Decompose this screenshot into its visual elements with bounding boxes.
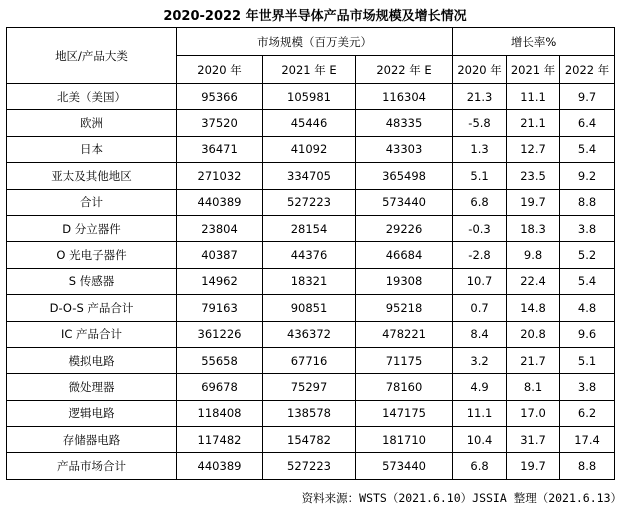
growth-2021-cell: 21.7 bbox=[507, 347, 560, 373]
header-row-1 bbox=[7, 28, 615, 56]
growth-2022-cell: 8.8 bbox=[560, 453, 615, 479]
market-2020-cell: 361226 bbox=[177, 321, 263, 347]
growth-2022-cell: 3.8 bbox=[560, 374, 615, 400]
growth-2020-cell: 0.7 bbox=[453, 295, 507, 321]
growth-2020-cell: 4.9 bbox=[453, 374, 507, 400]
growth-2022-cell: 6.2 bbox=[560, 400, 615, 426]
market-year-header: 2022 年 E bbox=[356, 56, 453, 84]
market-year-header: 2021 年 E bbox=[263, 56, 356, 84]
growth-2020-cell: 6.8 bbox=[453, 453, 507, 479]
market-2020-cell: 79163 bbox=[177, 295, 263, 321]
market-2022-cell: 78160 bbox=[356, 374, 453, 400]
growth-year-header: 2022 年 bbox=[560, 56, 615, 84]
market-2022-cell: 95218 bbox=[356, 295, 453, 321]
market-2021-cell: 28154 bbox=[263, 215, 356, 241]
market-2022-cell: 46684 bbox=[356, 242, 453, 268]
growth-2021-cell: 19.7 bbox=[507, 189, 560, 215]
growth-2020-cell: 5.1 bbox=[453, 163, 507, 189]
growth-2021-cell: 17.0 bbox=[507, 400, 560, 426]
growth-year-header: 2021 年 bbox=[507, 56, 560, 84]
growth-2020-cell: 6.8 bbox=[453, 189, 507, 215]
growth-2021-cell: 22.4 bbox=[507, 268, 560, 294]
market-2021-cell: 154782 bbox=[263, 427, 356, 453]
market-2021-cell: 527223 bbox=[263, 189, 356, 215]
row-label: O 光电子器件 bbox=[7, 242, 177, 268]
market-2022-cell: 181710 bbox=[356, 427, 453, 453]
market-2021-cell: 436372 bbox=[263, 321, 356, 347]
market-2021-cell: 105981 bbox=[263, 84, 356, 110]
growth-2022-cell: 5.4 bbox=[560, 268, 615, 294]
market-2021-cell: 18321 bbox=[263, 268, 356, 294]
growth-2022-cell: 9.7 bbox=[560, 84, 615, 110]
growth-2020-cell: 10.4 bbox=[453, 427, 507, 453]
growth-2020-cell: 1.3 bbox=[453, 136, 507, 162]
growth-2022-cell: 5.4 bbox=[560, 136, 615, 162]
row-label: 北美（美国） bbox=[7, 84, 177, 110]
growth-2020-cell: 11.1 bbox=[453, 400, 507, 426]
region-header: 地区/产品大类 bbox=[7, 28, 177, 84]
row-label: 存储器电路 bbox=[7, 427, 177, 453]
growth-2022-cell: 4.8 bbox=[560, 295, 615, 321]
table-row bbox=[7, 84, 615, 110]
growth-2021-cell: 8.1 bbox=[507, 374, 560, 400]
market-year-header: 2020 年 bbox=[177, 56, 263, 84]
market-2021-cell: 90851 bbox=[263, 295, 356, 321]
growth-2021-cell: 14.8 bbox=[507, 295, 560, 321]
market-2020-cell: 55658 bbox=[177, 347, 263, 373]
table-row bbox=[7, 242, 615, 268]
growth-2020-cell: 21.3 bbox=[453, 84, 507, 110]
row-label: 亚太及其他地区 bbox=[7, 163, 177, 189]
market-2022-cell: 48335 bbox=[356, 110, 453, 136]
market-2020-cell: 118408 bbox=[177, 400, 263, 426]
growth-2021-cell: 19.7 bbox=[507, 453, 560, 479]
table-row bbox=[7, 215, 615, 241]
semiconductor-market-table bbox=[6, 27, 615, 480]
growth-2022-cell: 8.8 bbox=[560, 189, 615, 215]
market-2020-cell: 37520 bbox=[177, 110, 263, 136]
market-2022-cell: 19308 bbox=[356, 268, 453, 294]
table-row bbox=[7, 427, 615, 453]
market-2020-cell: 69678 bbox=[177, 374, 263, 400]
row-label: 模拟电路 bbox=[7, 347, 177, 373]
market-2021-cell: 334705 bbox=[263, 163, 356, 189]
growth-2022-cell: 9.2 bbox=[560, 163, 615, 189]
market-2020-cell: 23804 bbox=[177, 215, 263, 241]
row-label: 微处理器 bbox=[7, 374, 177, 400]
growth-2020-cell: 3.2 bbox=[453, 347, 507, 373]
growth-2021-cell: 11.1 bbox=[507, 84, 560, 110]
market-size-header: 市场规模（百万美元） bbox=[177, 28, 453, 56]
market-2020-cell: 271032 bbox=[177, 163, 263, 189]
growth-2021-cell: 21.1 bbox=[507, 110, 560, 136]
table-row bbox=[7, 374, 615, 400]
table-title: 2020-2022 年世界半导体产品市场规模及增长情况 bbox=[163, 9, 467, 24]
growth-2021-cell: 12.7 bbox=[507, 136, 560, 162]
row-label: IC 产品合计 bbox=[7, 321, 177, 347]
row-label: D 分立器件 bbox=[7, 215, 177, 241]
market-2021-cell: 41092 bbox=[263, 136, 356, 162]
growth-2022-cell: 3.8 bbox=[560, 215, 615, 241]
table-row bbox=[7, 295, 615, 321]
market-2022-cell: 71175 bbox=[356, 347, 453, 373]
growth-2021-cell: 23.5 bbox=[507, 163, 560, 189]
growth-2022-cell: 5.1 bbox=[560, 347, 615, 373]
row-label: D-O-S 产品合计 bbox=[7, 295, 177, 321]
market-2020-cell: 40387 bbox=[177, 242, 263, 268]
table-row bbox=[7, 163, 615, 189]
market-2020-cell: 440389 bbox=[177, 189, 263, 215]
table-row bbox=[7, 268, 615, 294]
table-row bbox=[7, 110, 615, 136]
market-2022-cell: 573440 bbox=[356, 453, 453, 479]
row-label: 日本 bbox=[7, 136, 177, 162]
market-2021-cell: 138578 bbox=[263, 400, 356, 426]
market-2021-cell: 527223 bbox=[263, 453, 356, 479]
growth-2020-cell: -5.8 bbox=[453, 110, 507, 136]
market-2021-cell: 75297 bbox=[263, 374, 356, 400]
table-row bbox=[7, 400, 615, 426]
row-label: 产品市场合计 bbox=[7, 453, 177, 479]
growth-header: 增长率% bbox=[453, 28, 615, 56]
row-label: 逻辑电路 bbox=[7, 400, 177, 426]
growth-2022-cell: 5.2 bbox=[560, 242, 615, 268]
row-label: S 传感器 bbox=[7, 268, 177, 294]
growth-2022-cell: 17.4 bbox=[560, 427, 615, 453]
market-2020-cell: 95366 bbox=[177, 84, 263, 110]
growth-2021-cell: 18.3 bbox=[507, 215, 560, 241]
growth-2022-cell: 6.4 bbox=[560, 110, 615, 136]
market-2022-cell: 573440 bbox=[356, 189, 453, 215]
source-note: 资料来源：WSTS（2021.6.10）JSSIA 整理（2021.6.13） bbox=[301, 491, 622, 505]
market-2020-cell: 36471 bbox=[177, 136, 263, 162]
growth-2020-cell: -2.8 bbox=[453, 242, 507, 268]
market-2020-cell: 117482 bbox=[177, 427, 263, 453]
market-2021-cell: 67716 bbox=[263, 347, 356, 373]
table-row bbox=[7, 321, 615, 347]
table-row bbox=[7, 347, 615, 373]
market-2021-cell: 44376 bbox=[263, 242, 356, 268]
table-row bbox=[7, 189, 615, 215]
market-2020-cell: 14962 bbox=[177, 268, 263, 294]
growth-2021-cell: 9.8 bbox=[507, 242, 560, 268]
growth-2020-cell: 10.7 bbox=[453, 268, 507, 294]
growth-2021-cell: 31.7 bbox=[507, 427, 560, 453]
growth-2020-cell: 8.4 bbox=[453, 321, 507, 347]
growth-year-header: 2020 年 bbox=[453, 56, 507, 84]
growth-2020-cell: -0.3 bbox=[453, 215, 507, 241]
growth-2022-cell: 9.6 bbox=[560, 321, 615, 347]
table-row bbox=[7, 136, 615, 162]
market-2020-cell: 440389 bbox=[177, 453, 263, 479]
market-2022-cell: 478221 bbox=[356, 321, 453, 347]
market-2022-cell: 147175 bbox=[356, 400, 453, 426]
table-row bbox=[7, 453, 615, 479]
market-2022-cell: 116304 bbox=[356, 84, 453, 110]
row-label: 欧洲 bbox=[7, 110, 177, 136]
market-2022-cell: 43303 bbox=[356, 136, 453, 162]
growth-2021-cell: 20.8 bbox=[507, 321, 560, 347]
row-label: 合计 bbox=[7, 189, 177, 215]
market-2022-cell: 365498 bbox=[356, 163, 453, 189]
market-2022-cell: 29226 bbox=[356, 215, 453, 241]
market-2021-cell: 45446 bbox=[263, 110, 356, 136]
